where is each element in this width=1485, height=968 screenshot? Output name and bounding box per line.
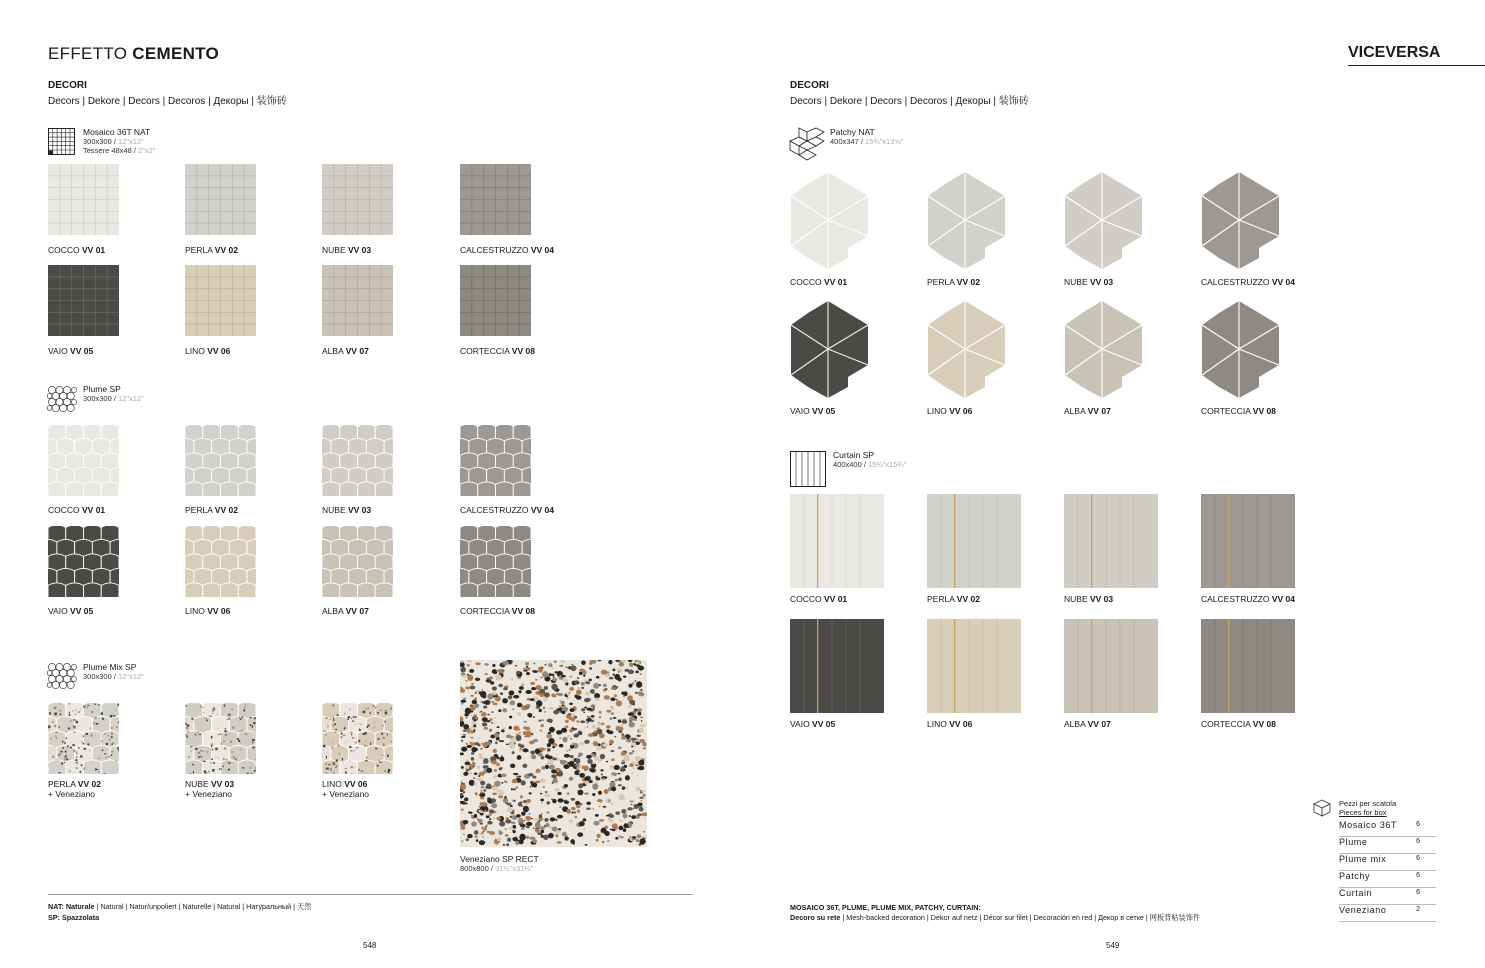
- tile-color-code: VV 04: [1271, 277, 1295, 287]
- tile-color-name: PERLA: [927, 594, 957, 604]
- product-dim-inch: 15¾"x13⅝": [865, 137, 904, 146]
- tile-label: [185, 606, 230, 616]
- footer-right-notes: [790, 903, 1200, 922]
- product-dim-inch: 31½"x31½": [495, 864, 534, 873]
- tile-color-code: VV 08: [1252, 719, 1276, 729]
- section-title: DECORI: [790, 80, 829, 91]
- tile-label: [460, 245, 554, 255]
- tile-label: [1064, 719, 1111, 729]
- tile-label: [322, 505, 371, 515]
- plume-scale-icon: [47, 385, 77, 415]
- pieces-row: [1339, 837, 1436, 854]
- tile-color-code: VV 01: [82, 245, 106, 255]
- plume-mix-info: [83, 662, 144, 681]
- pieces-row-count: 6: [1416, 838, 1420, 845]
- tile-color-name: NUBE: [185, 779, 211, 789]
- tile-color-code: VV 08: [511, 346, 535, 356]
- mosaico-tile: [185, 164, 256, 235]
- plume-mix-tile: [322, 703, 393, 774]
- pieces-row-label: Patchy: [1339, 871, 1371, 881]
- pieces-row-label: Plume: [1339, 837, 1368, 847]
- patchy-tile: [790, 301, 870, 399]
- product-dim: 800x800 /: [460, 864, 496, 873]
- footnote-nat: NAT: Naturale: [48, 902, 95, 911]
- tile-label: [927, 277, 980, 287]
- tile-color-code: VV 04: [1271, 594, 1295, 604]
- tile-label: [927, 594, 980, 604]
- curtain-tile: [790, 494, 884, 588]
- tile-color-code: VV 06: [949, 406, 973, 416]
- patchy-tile: [1201, 172, 1281, 270]
- product-dim: 400x347 /: [830, 137, 866, 146]
- mosaico-tile: [460, 265, 531, 336]
- tessere-dim-inch: 2"x2": [138, 146, 156, 155]
- tile-color-code: VV 02: [956, 277, 980, 287]
- pieces-header: [1339, 799, 1396, 817]
- tessere-dim: Tessere 48x48 /: [83, 146, 139, 155]
- box-icon: [1312, 798, 1332, 818]
- product-dim: 300x300 /: [83, 672, 119, 681]
- pieces-subtitle: Pieces for box: [1339, 808, 1387, 817]
- tile-color-name: CORTECCIA: [1201, 406, 1253, 416]
- tile-color-name: LINO: [185, 346, 208, 356]
- curtain-tile: [927, 494, 1021, 588]
- tile-color-code: VV 01: [824, 594, 848, 604]
- patchy-info: [830, 127, 903, 146]
- tile-color-code: VV 05: [812, 719, 836, 729]
- tile-color-name: PERLA: [185, 505, 215, 515]
- tile-color-code: VV 07: [345, 606, 369, 616]
- plume-tile: [48, 526, 119, 597]
- tile-color-name: NUBE: [322, 245, 348, 255]
- tile-label: [1201, 277, 1295, 287]
- tile-label: [1064, 406, 1111, 416]
- tile-color-code: VV 01: [824, 277, 848, 287]
- tile-label: [322, 779, 369, 799]
- patchy-hexagon-icon: [789, 127, 825, 163]
- mosaic-grid-icon: [48, 128, 76, 156]
- pieces-row: [1339, 871, 1436, 888]
- pieces-row-count: 6: [1416, 889, 1420, 896]
- tile-label: [790, 594, 847, 604]
- tile-label: [1064, 594, 1113, 604]
- tile-color-name: PERLA: [927, 277, 957, 287]
- tile-label: [185, 779, 234, 799]
- tile-color-code: VV 02: [956, 594, 980, 604]
- pieces-row-label: Veneziano: [1339, 905, 1387, 915]
- curtain-info: [833, 450, 906, 469]
- plume-tile: [185, 526, 256, 597]
- tile-label: [790, 406, 835, 416]
- tile-label: [927, 406, 972, 416]
- curtain-tile: [1201, 494, 1295, 588]
- pieces-row: [1339, 888, 1436, 905]
- tile-color-name: NUBE: [322, 505, 348, 515]
- tile-label: [48, 606, 93, 616]
- patchy-tile: [790, 172, 870, 270]
- mosaico-tile: [322, 164, 393, 235]
- veneziano-info: [460, 854, 539, 873]
- tile-color-code: VV 04: [530, 245, 554, 255]
- mosaico-tile: [322, 265, 393, 336]
- tile-color-name: CALCESTRUZZO: [1201, 594, 1272, 604]
- footnote-decoro: Decoro su rete: [790, 912, 841, 922]
- tile-label: [460, 606, 535, 616]
- footnote-products: MOSAICO 36T, PLUME, PLUME MIX, PATCHY, CURTAIN:: [790, 903, 981, 912]
- plume-mix-scale-icon: [47, 662, 77, 692]
- product-name: Plume SP: [83, 384, 121, 394]
- plume-tile: [185, 425, 256, 496]
- pieces-row-count: 6: [1416, 821, 1420, 828]
- tile-color-code: VV 02: [77, 779, 101, 789]
- tile-label-extra: + Veneziano: [322, 789, 370, 799]
- tile-color-name: PERLA: [48, 779, 78, 789]
- tile-label: [790, 277, 847, 287]
- footnote-decoro-translations: | Mesh-backed decoration | Dekor auf netz | Décor sur filet | Decoración en red | Декор в сетке | 网板背粘装饰件: [840, 912, 1201, 922]
- pieces-row-label: Mosaico 36T: [1339, 820, 1398, 830]
- tile-color-code: VV 03: [347, 245, 372, 255]
- tile-color-code: VV 08: [1252, 406, 1276, 416]
- footnote-nat-translations: | Natural | Natur/unpoliert | Naturelle | Natural | Натуральный | 天然: [94, 902, 312, 911]
- tile-label: [927, 719, 972, 729]
- product-name: Plume Mix SP: [83, 662, 137, 672]
- plume-mix-tile: [185, 703, 256, 774]
- pieces-row-count: 6: [1416, 872, 1420, 879]
- tile-label: [185, 505, 238, 515]
- curtain-tile: [927, 619, 1021, 713]
- patchy-tile: [927, 172, 1007, 270]
- tile-label: [1201, 719, 1276, 729]
- tile-color-code: VV 05: [812, 406, 836, 416]
- tile-color-name: LINO: [927, 719, 950, 729]
- plume-tile: [460, 526, 531, 597]
- tile-color-name: CALCESTRUZZO: [460, 245, 531, 255]
- product-dim-inch: 12"x12": [118, 394, 144, 403]
- product-dim-inch: 15¾"x15¾": [868, 460, 907, 469]
- tile-color-code: VV 03: [210, 779, 235, 789]
- product-dim-inch: 12"x12": [118, 137, 144, 146]
- footer-left-notes: [48, 901, 311, 923]
- tile-color-code: VV 07: [345, 346, 369, 356]
- tile-label: [185, 245, 238, 255]
- curtain-tile: [790, 619, 884, 713]
- section-title: DECORI: [48, 80, 87, 91]
- footnote-sp: SP: Spazzolata: [48, 913, 100, 922]
- tile-color-name: CALCESTRUZZO: [460, 505, 531, 515]
- pieces-row-label: Curtain: [1339, 888, 1373, 898]
- pieces-row: [1339, 905, 1436, 922]
- plume-tile: [48, 425, 119, 496]
- tile-color-code: VV 03: [347, 505, 372, 515]
- pieces-row: [1339, 854, 1436, 871]
- tile-label-extra: + Veneziano: [185, 789, 233, 799]
- footer-rule: [48, 894, 693, 895]
- tile-label: [1201, 406, 1276, 416]
- tile-color-name: COCCO: [48, 505, 82, 515]
- product-dim: 300x300 /: [83, 137, 119, 146]
- tile-color-code: VV 05: [70, 606, 94, 616]
- tile-color-name: CORTECCIA: [1201, 719, 1253, 729]
- pieces-row-count: 2: [1416, 906, 1420, 913]
- tile-color-name: PERLA: [185, 245, 215, 255]
- tile-color-code: VV 01: [82, 505, 106, 515]
- tile-color-code: VV 03: [1089, 277, 1114, 287]
- tile-color-code: VV 02: [214, 505, 238, 515]
- tile-color-name: ALBA: [1064, 406, 1088, 416]
- tile-color-code: VV 08: [511, 606, 535, 616]
- tile-color-code: VV 03: [1089, 594, 1114, 604]
- product-dim: 400x400 /: [833, 460, 869, 469]
- tile-color-code: VV 05: [70, 346, 94, 356]
- tile-color-name: NUBE: [1064, 594, 1090, 604]
- tile-label: [48, 346, 93, 356]
- mosaico-tile: [185, 265, 256, 336]
- patchy-tile: [1064, 172, 1144, 270]
- tile-label: [322, 606, 369, 616]
- tile-color-code: VV 07: [1087, 719, 1111, 729]
- tile-color-code: VV 06: [949, 719, 973, 729]
- tile-color-name: LINO: [322, 779, 345, 789]
- tile-label: [48, 779, 101, 799]
- plume-tile: [322, 425, 393, 496]
- curtain-tile: [1064, 619, 1158, 713]
- tile-label-extra: + Veneziano: [48, 789, 96, 799]
- tile-color-name: ALBA: [1064, 719, 1088, 729]
- plume-tile: [322, 526, 393, 597]
- header-rule: [1348, 65, 1485, 66]
- page-number-left: 548: [363, 941, 377, 950]
- tile-color-name: ALBA: [322, 606, 346, 616]
- tile-color-name: VAIO: [790, 719, 813, 729]
- tile-color-name: COCCO: [48, 245, 82, 255]
- tile-label: [48, 245, 105, 255]
- tile-label: [460, 346, 535, 356]
- product-name: Curtain SP: [833, 450, 875, 460]
- tile-color-name: ALBA: [322, 346, 346, 356]
- tile-color-name: VAIO: [48, 346, 71, 356]
- tile-label: [1201, 594, 1295, 604]
- tile-label: [1064, 277, 1113, 287]
- pieces-row-count: 6: [1416, 855, 1420, 862]
- tile-color-code: VV 06: [207, 606, 231, 616]
- tile-color-name: LINO: [927, 406, 950, 416]
- tile-color-name: COCCO: [790, 277, 824, 287]
- tile-color-name: COCCO: [790, 594, 824, 604]
- curtain-tile: [1201, 619, 1295, 713]
- pieces-title: Pezzi per scatola: [1339, 799, 1397, 808]
- plume-info: [83, 384, 144, 403]
- curtain-stripes-icon: [790, 451, 826, 487]
- mosaico-tile: [460, 164, 531, 235]
- product-name: Mosaico 36T NAT: [83, 127, 151, 137]
- mosaico-tile: [48, 265, 119, 336]
- plume-mix-tile: [48, 703, 119, 774]
- plume-tile: [460, 425, 531, 496]
- tile-color-name: NUBE: [1064, 277, 1090, 287]
- tile-color-code: VV 06: [344, 779, 368, 789]
- tile-label: [48, 505, 105, 515]
- product-dim-inch: 12"x12": [118, 672, 144, 681]
- page-header-right: VICEVERSA: [1348, 44, 1441, 61]
- pieces-row: [1339, 820, 1436, 837]
- tile-color-name: LINO: [185, 606, 208, 616]
- tile-color-code: VV 06: [207, 346, 231, 356]
- mosaico-info: [83, 127, 155, 155]
- veneziano-terrazzo-tile: [460, 660, 647, 847]
- pieces-row-label: Plume mix: [1339, 854, 1387, 864]
- tile-label: [322, 245, 371, 255]
- tile-color-code: VV 04: [530, 505, 554, 515]
- section-subtitle: Decors | Dekore | Decors | Decoros | Декоры | 装饰砖: [48, 96, 287, 107]
- product-dim: 300x300 /: [83, 394, 119, 403]
- curtain-tile: [1064, 494, 1158, 588]
- page-number-right: 549: [1106, 941, 1120, 950]
- page-header-left: EFFETTO CEMENTO: [48, 44, 220, 63]
- tile-color-name: VAIO: [790, 406, 813, 416]
- tile-color-name: VAIO: [48, 606, 71, 616]
- section-subtitle: Decors | Dekore | Decors | Decoros | Декоры | 装饰砖: [790, 96, 1029, 107]
- tile-color-name: CORTECCIA: [460, 606, 512, 616]
- patchy-tile: [1201, 301, 1281, 399]
- tile-color-name: CALCESTRUZZO: [1201, 277, 1272, 287]
- product-name: Patchy NAT: [830, 127, 875, 137]
- tile-color-code: VV 02: [214, 245, 238, 255]
- patchy-tile: [927, 301, 1007, 399]
- mosaico-tile: [48, 164, 119, 235]
- tile-label: [322, 346, 369, 356]
- product-name: Veneziano SP RECT: [460, 854, 539, 864]
- patchy-tile: [1064, 301, 1144, 399]
- tile-label: [185, 346, 230, 356]
- tile-color-name: CORTECCIA: [460, 346, 512, 356]
- tile-color-code: VV 07: [1087, 406, 1111, 416]
- tile-label: [460, 505, 554, 515]
- tile-label: [790, 719, 835, 729]
